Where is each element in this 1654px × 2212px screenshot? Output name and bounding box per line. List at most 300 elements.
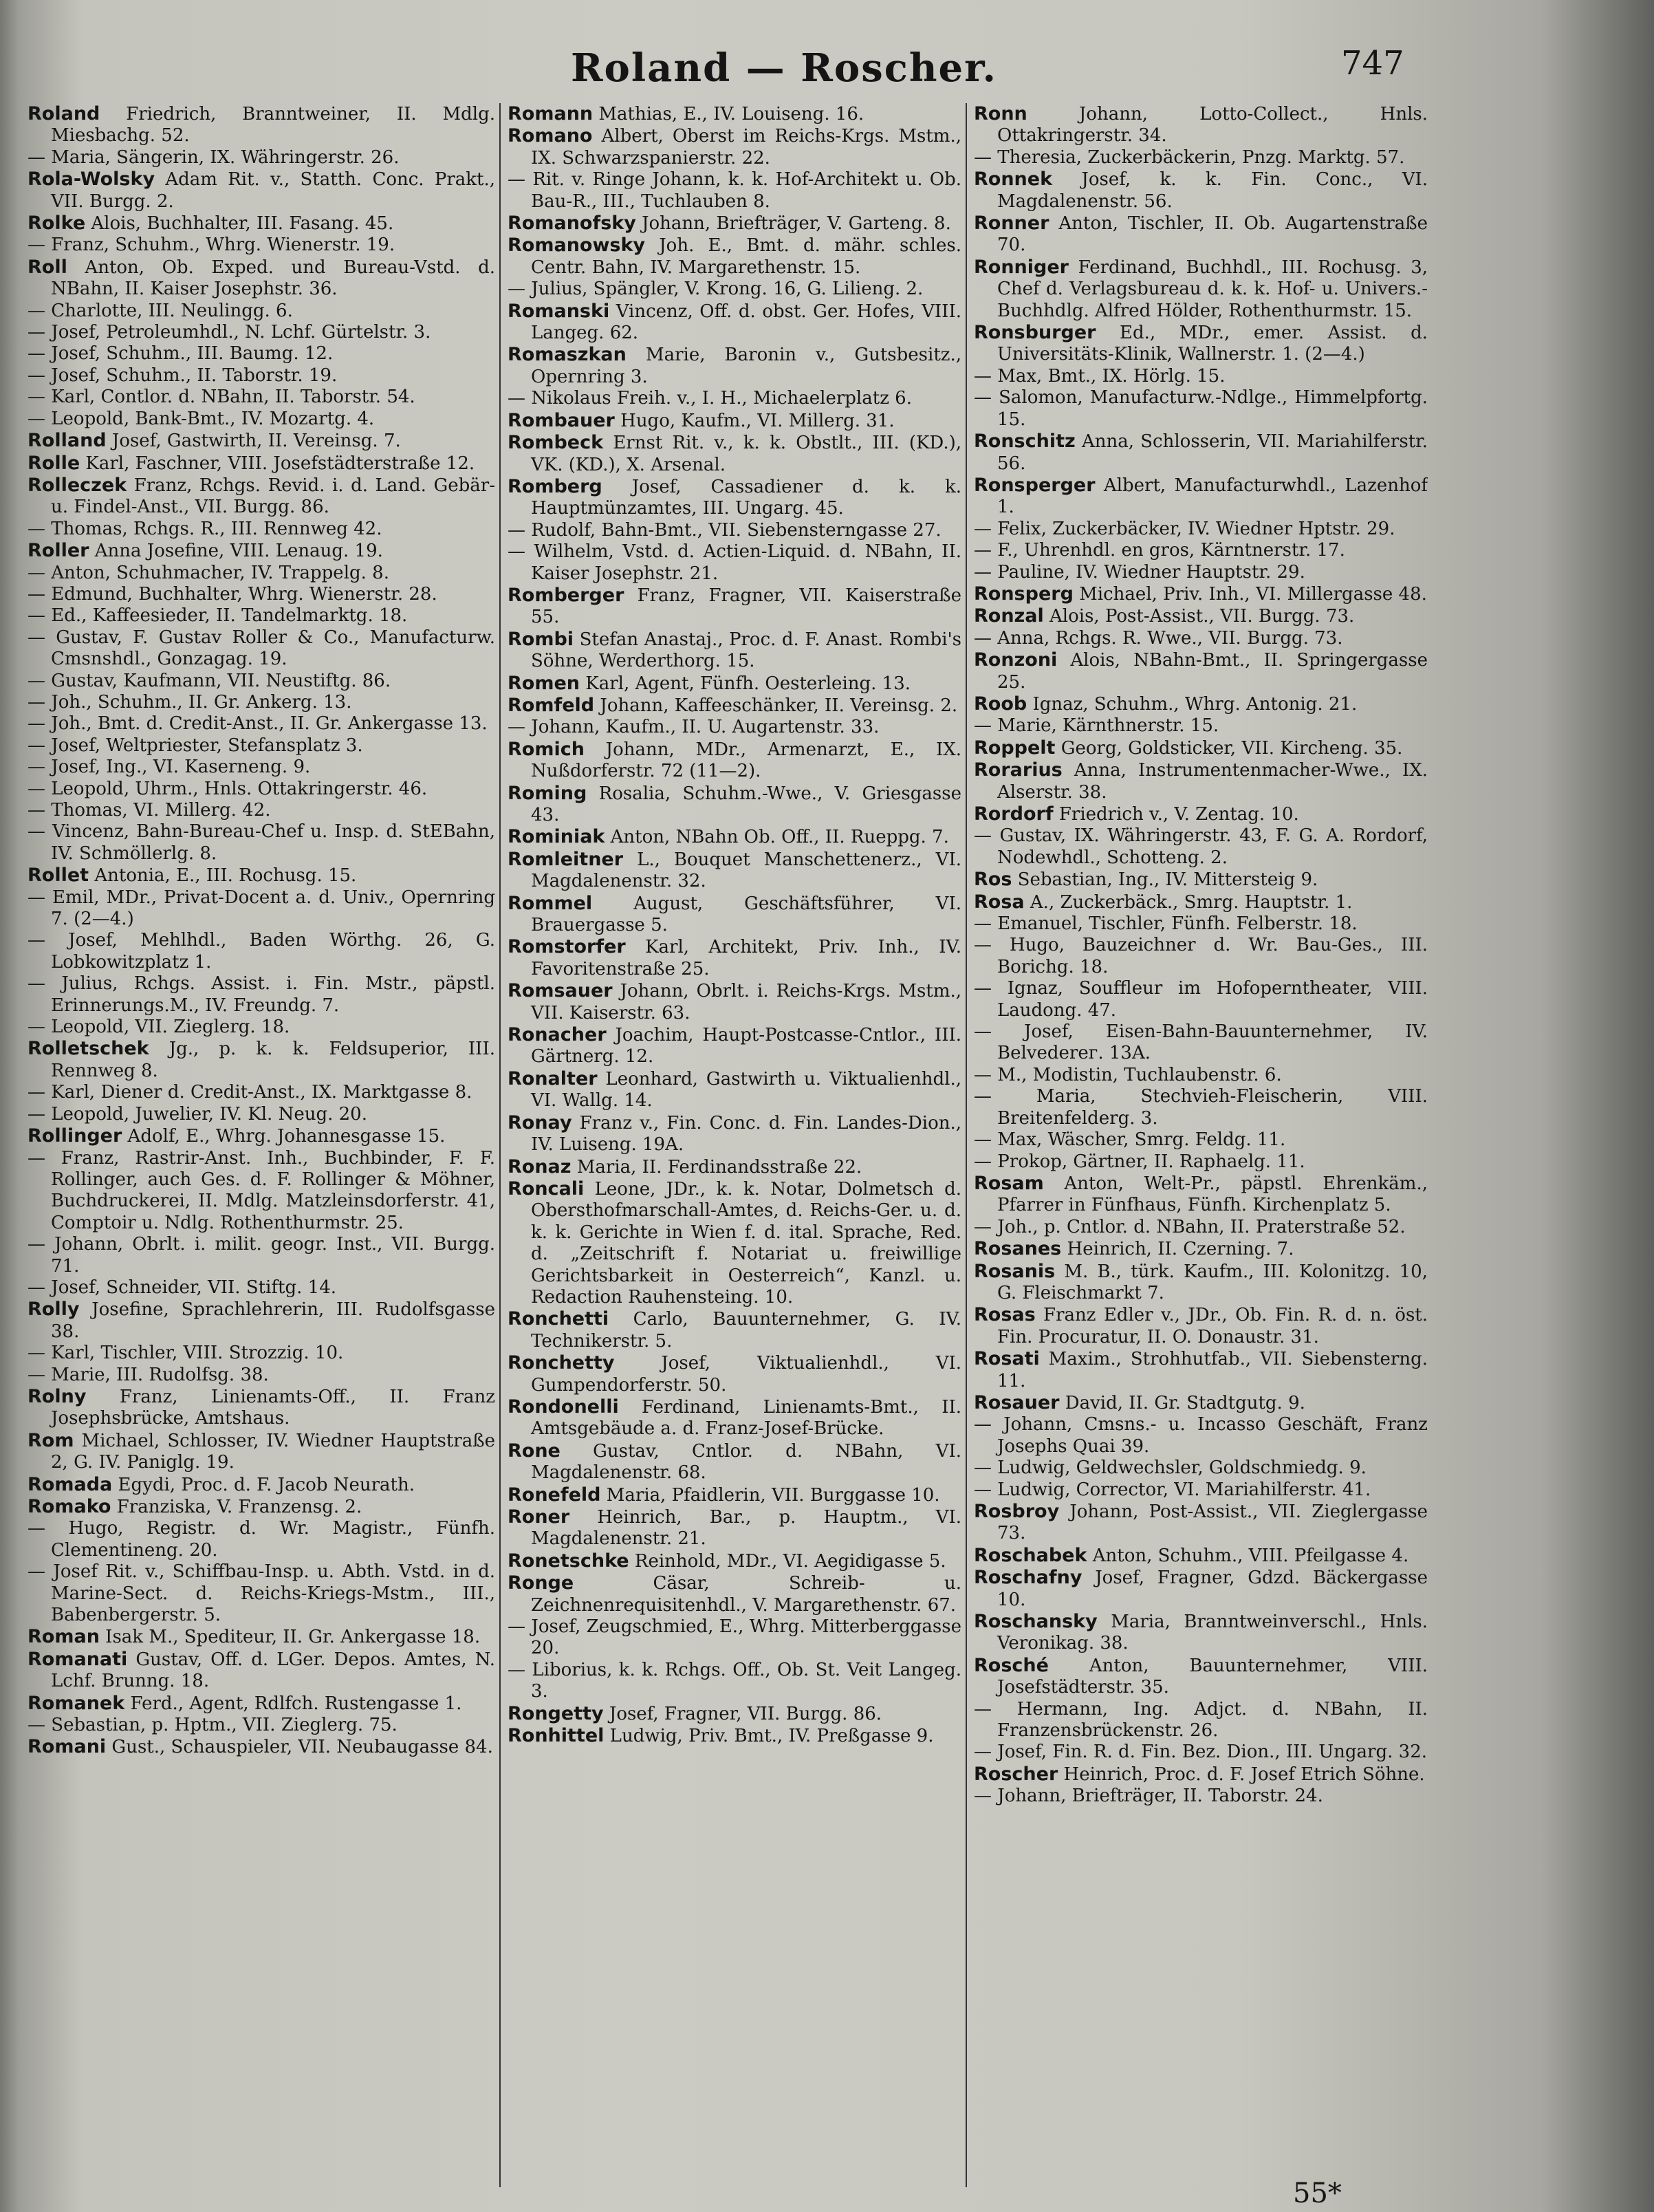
entry-details: Anna Josefine, VIII. Lenaug. 19.: [89, 541, 383, 562]
entry-details: — Ludwig, Corrector, VI. Mariahilferstr. 41.: [974, 1479, 1371, 1500]
directory-entry: [508, 1156, 961, 1178]
directory-entry: [508, 388, 961, 409]
entry-surname: Rosa: [974, 891, 1025, 913]
entry-surname: Romstorfer: [508, 936, 626, 958]
directory-entry: [974, 147, 1428, 169]
directory-entry: [974, 605, 1428, 627]
entry-details: — Sebastian, p. Hptm., VII. Zieglerg. 75.: [28, 1715, 398, 1736]
entry-surname: Romako: [28, 1496, 111, 1517]
entry-details: — Josef, Schneider, VII. Stiftg. 14.: [28, 1277, 337, 1298]
entry-details: — Joh., Bmt. d. Credit-Anst., II. Gr. Ankergasse 13.: [28, 713, 488, 735]
directory-entry: [28, 519, 495, 540]
entry-details: Joachim, Haupt-Postcasse-Cntlor., III. Gärtnerg. 12.: [531, 1025, 961, 1067]
entry-details: — Leopold, Uhrm., Hnls. Ottakringerstr. 46.: [28, 778, 428, 799]
entry-surname: Ronaz: [508, 1156, 572, 1178]
directory-entry: [974, 1217, 1428, 1238]
entry-details: Hugo, Kaufm., VI. Millerg. 31.: [614, 410, 895, 431]
directory-entry: [28, 1693, 495, 1715]
entry-details: — Thomas, Rchgs. R., III. Rennweg 42.: [28, 518, 382, 539]
entry-details: — M., Modistin, Tuchlaubenstr. 6.: [974, 1064, 1282, 1085]
directory-entry: [974, 825, 1428, 869]
directory-entry: [974, 257, 1428, 322]
directory-entry: [28, 1277, 495, 1299]
directory-entry: [508, 103, 961, 125]
directory-entry: [508, 213, 961, 235]
entry-surname: Ronalter: [508, 1067, 598, 1089]
directory-entry: [28, 169, 495, 213]
directory-entry: [508, 169, 961, 213]
directory-entry: [974, 891, 1428, 913]
directory-entry: [28, 1430, 495, 1474]
directory-entry: [974, 1173, 1428, 1217]
entry-surname: Romsauer: [508, 980, 613, 1002]
entry-details: — Pauline, IV. Wiedner Hauptstr. 29.: [974, 561, 1305, 583]
directory-entry: [28, 735, 495, 757]
entry-surname: Rosché: [974, 1654, 1049, 1676]
entry-details: Sebastian, Ing., IV. Mittersteig 9.: [1012, 869, 1318, 891]
directory-entry: [974, 1304, 1428, 1348]
entry-details: Josef, Cassadiener d. k. k. Hauptmünzamtes, III. Ungarg. 45.: [531, 476, 961, 519]
directory-entry: [28, 322, 495, 343]
entry-surname: Rombauer: [508, 409, 615, 431]
entry-surname: Romleitner: [508, 848, 624, 870]
entry-surname: Rosas: [974, 1304, 1036, 1326]
directory-entry: [974, 1261, 1428, 1305]
entry-details: — Max, Wäscher, Smrg. Feldg. 11.: [974, 1129, 1286, 1151]
directory-entry: [508, 520, 961, 541]
entry-details: — Felix, Zuckerbäcker, IV. Wiedner Hptstr. 29.: [974, 518, 1395, 539]
directory-entry: [508, 980, 961, 1024]
entry-details: M. B., türk. Kaufm., III. Kolonitzg. 10, G. Fleischmarkt 7.: [997, 1261, 1428, 1303]
entry-details: Ernst Rit. v., k. k. Obstlt., III. (KD.), VK. (KD.), X. Arsenal.: [531, 433, 961, 475]
directory-entry: [508, 235, 961, 279]
directory-entry: [28, 430, 495, 452]
entry-surname: Ronn: [974, 103, 1027, 124]
entry-surname: Rominiak: [508, 826, 605, 848]
directory-entry: [508, 739, 961, 783]
entry-surname: Romann: [508, 103, 594, 124]
directory-entry: [28, 1649, 495, 1693]
entry-details: Isak M., Spediteur, II. Gr. Ankergasse 18.: [99, 1627, 481, 1648]
entry-details: — Wilhelm, Vstd. d. Actien-Liquid. d. NBahn, II. Kaiser Josephstr. 21.: [508, 541, 961, 584]
directory-entry: [508, 1725, 961, 1747]
directory-entry: [28, 103, 495, 147]
directory-entry: [28, 409, 495, 430]
directory-entry: [508, 1484, 961, 1506]
entry-surname: Roncali: [508, 1178, 585, 1200]
entry-details: Karl, Faschner, VIII. Josefstädterstraße 12.: [80, 453, 475, 474]
entry-details: — F., Uhrenhdl. en gros, Kärntnerstr. 17.: [974, 540, 1345, 561]
entry-details: — Josef, Mehlhdl., Baden Wörthg. 26, G. Lobkowitzplatz 1.: [28, 930, 495, 973]
entry-surname: Romich: [508, 738, 585, 760]
directory-entry: [974, 1786, 1428, 1807]
directory-entry: [508, 1178, 961, 1308]
directory-entry: [28, 1736, 495, 1758]
entry-surname: Romanski: [508, 300, 610, 322]
directory-entry: [28, 605, 495, 627]
entry-details: Vincenz, Off. d. obst. Ger. Hofes, VIII. Langeg. 62.: [531, 301, 961, 344]
directory-entry: [508, 1112, 961, 1156]
entry-details: — Hugo, Bauzeichner d. Wr. Bau-Ges., III. Borichg. 18.: [974, 935, 1428, 977]
entry-details: Josef, Gastwirth, II. Vereinsg. 7.: [106, 431, 401, 452]
directory-entry: [508, 301, 961, 345]
directory-entry: [508, 673, 961, 695]
directory-entry: [508, 893, 961, 937]
entry-details: — Johann, Cmsns.- u. Incasso Geschäft, Franz Josephs Quai 39.: [974, 1414, 1428, 1457]
directory-entry: [28, 1125, 495, 1147]
entry-surname: Rongetty: [508, 1702, 604, 1724]
directory-entry: [28, 1715, 495, 1736]
entry-details: Adam Rit. v., Statth. Conc. Prakt., VII. Burgg. 2.: [51, 169, 495, 212]
entry-details: Anna, Schlosserin, VII. Mariahilferstr. 56.: [997, 431, 1428, 474]
entry-surname: Romfeld: [508, 694, 595, 716]
entry-details: — Josef Rit. v., Schiffbau-Insp. u. Abth. Vstd. in d. Marine-Sect. d. Reichs-Kriegs-Mstm., III., Babenbergerstr. 5.: [28, 1561, 495, 1626]
entry-details: Antonia, E., III. Rochusg. 15.: [89, 865, 357, 887]
entry-surname: Rosanes: [974, 1238, 1062, 1260]
directory-entry: [28, 213, 495, 235]
directory-entry: [974, 1501, 1428, 1545]
entry-details: Anna, Instrumentenmacher-Wwe., IX. Alserstr. 38.: [997, 760, 1428, 803]
entry-surname: Romaszkan: [508, 344, 627, 366]
directory-entry: [974, 1151, 1428, 1173]
directory-entry: [28, 1561, 495, 1626]
entry-details: Maxim., Strohhutfab., VII. Siebensterng. 11.: [997, 1349, 1428, 1391]
entry-surname: Roschafny: [974, 1567, 1082, 1589]
entry-surname: Ronefeld: [508, 1484, 601, 1506]
entry-surname: Ronzal: [974, 605, 1044, 627]
page-header: [0, 40, 1654, 102]
entry-details: Heinrich, Bar., p. Hauptm., VI. Magdalenenstr. 21.: [531, 1507, 961, 1550]
directory-entry: [28, 627, 495, 671]
entry-details: Maria, Pfaidlerin, VII. Burggasse 10.: [600, 1484, 940, 1506]
entry-surname: Romen: [508, 672, 580, 694]
entry-details: — Gustav, IX. Währingerstr. 43, F. G. A. Rordorf, Nodewhdl., Schotteng. 2.: [974, 825, 1428, 868]
entry-details: Heinrich, Proc. d. F. Josef Etrich Söhne.: [1058, 1764, 1425, 1785]
directory-entry: [508, 125, 961, 169]
directory-entry: [974, 1238, 1428, 1260]
entry-surname: Ronhittel: [508, 1725, 605, 1747]
directory-entry: [508, 849, 961, 893]
entry-details: Franziska, V. Franzensg. 2.: [111, 1497, 362, 1517]
directory-entry: [28, 800, 495, 821]
entry-surname: Rosati: [974, 1348, 1040, 1370]
directory-entry: [28, 1474, 495, 1496]
directory-entry: [508, 585, 961, 629]
entry-surname: Rolke: [28, 213, 86, 235]
directory-entry: [28, 453, 495, 475]
entry-details: — Theresia, Zuckerbäckerin, Pnzg. Marktg. 57.: [974, 147, 1405, 168]
entry-surname: Ronetschke: [508, 1550, 629, 1572]
entry-surname: Rollet: [28, 865, 89, 887]
entry-details: Georg, Goldsticker, VII. Kircheng. 35.: [1055, 737, 1403, 759]
entry-surname: Romanati: [28, 1648, 128, 1670]
entry-details: — Josef, Zeugschmied, E., Whrg. Mitterberggasse 20.: [508, 1616, 961, 1659]
entry-surname: Ronsperger: [974, 474, 1096, 496]
entry-surname: Rone: [508, 1440, 561, 1462]
entry-details: — Prokop, Gärtner, II. Raphaelg. 11.: [974, 1151, 1305, 1172]
directory-entry: [28, 584, 495, 605]
entry-surname: Roner: [508, 1506, 570, 1528]
entry-details: — Johann, Briefträger, II. Taborstr. 24.: [974, 1786, 1323, 1807]
entry-surname: Roll: [28, 256, 67, 278]
directory-entry: [508, 279, 961, 300]
directory-entry: [28, 1518, 495, 1561]
entry-details: — Josef, Weltpriester, Stefansplatz 3.: [28, 735, 363, 756]
directory-entry: [974, 693, 1428, 715]
directory-entry: [974, 1764, 1428, 1786]
directory-entry: [28, 1365, 495, 1386]
directory-entry: [28, 1343, 495, 1364]
entry-surname: Romanofsky: [508, 213, 636, 235]
entry-details: Maria, Branntweinverschl., Hnls. Veronikag. 38.: [997, 1612, 1428, 1654]
entry-details: — Rit. v. Ringe Johann, k. k. Hof-Architekt u. Ob. Bau-R., III., Tuchlauben 8.: [508, 169, 961, 212]
signature-mark: 55*: [1293, 2178, 1342, 2209]
directory-entry: [28, 821, 495, 865]
directory-entry: [28, 1386, 495, 1430]
directory-entry: [974, 1567, 1428, 1611]
entry-details: — Maria, Sängerin, IX. Währingerstr. 26.: [28, 147, 400, 168]
entry-details: Anton, NBahn Ob. Off., II. Rueppg. 7.: [605, 827, 949, 848]
column-middle: [508, 103, 961, 2194]
entry-surname: Roming: [508, 782, 587, 804]
entry-details: Karl, Agent, Fünfh. Oesterleing. 13.: [580, 673, 911, 694]
entry-details: Jg., p. k. k. Feldsuperior, III. Rennweg 8.: [51, 1039, 495, 1081]
directory-entry: [974, 737, 1428, 759]
directory-entry: [508, 1572, 961, 1616]
directory-entry: [974, 103, 1428, 147]
directory-entry: [508, 1024, 961, 1068]
directory-entry: [28, 1496, 495, 1518]
entry-surname: Ronge: [508, 1572, 574, 1594]
directory-entry: [974, 1611, 1428, 1655]
directory-entry: [974, 213, 1428, 257]
entry-surname: Ros: [974, 869, 1012, 891]
entry-details: Leonhard, Gastwirth u. Viktualienhdl., VI. Wallg. 14.: [531, 1068, 961, 1112]
directory-entry: [974, 628, 1428, 649]
entry-details: — Max, Bmt., IX. Hörlg. 15.: [974, 365, 1226, 387]
directory-entry: [28, 1082, 495, 1103]
directory-entry: [974, 759, 1428, 803]
entry-details: — Edmund, Buchhalter, Whrg. Wienerstr. 28.: [28, 583, 437, 605]
entry-details: — Nikolaus Freih. v., I. H., Michaelerplatz 6.: [508, 388, 912, 409]
entry-details: Johann, Kaffeeschänker, II. Vereinsg. 2.: [594, 695, 958, 716]
entry-details: Gustav, Cntlor. d. NBahn, VI. Magdalenenstr. 68.: [531, 1440, 961, 1484]
entry-surname: Romani: [28, 1736, 107, 1758]
entry-details: — Johann, Kaufm., II. U. Augartenstr. 33.: [508, 717, 880, 738]
entry-surname: Rolle: [28, 452, 80, 474]
directory-entry: [974, 1655, 1428, 1699]
entry-details: Michael, Schlosser, IV. Wiedner Hauptstraße 2, G. IV. Paniglg. 19.: [51, 1430, 495, 1473]
directory-entry: [508, 629, 961, 673]
directory-entry: [28, 343, 495, 365]
entry-surname: Roppelt: [974, 737, 1056, 759]
entry-surname: Rollinger: [28, 1125, 122, 1147]
directory-entry: [28, 865, 495, 887]
directory-entry: [974, 519, 1428, 540]
directory-entry: [508, 1703, 961, 1725]
directory-entry: [28, 257, 495, 301]
entry-surname: Rolny: [28, 1385, 87, 1407]
entry-surname: Rombi: [508, 628, 574, 650]
entry-details: — Thomas, VI. Millerg. 42.: [28, 800, 271, 821]
entry-details: — Salomon, Manufacturw.-Ndlge., Himmelpfortg. 15.: [974, 387, 1428, 430]
entry-details: — Liborius, k. k. Rchgs. Off., Ob. St. Veit Langeg. 3.: [508, 1659, 961, 1702]
entry-details: Johann, MDr., Armenarzt, E., IX. Nußdorferstr. 72 (11—2).: [531, 739, 961, 782]
entry-details: — Emanuel, Tischler, Fünfh. Felberstr. 18.: [974, 913, 1358, 935]
directory-entry: [508, 432, 961, 476]
entry-details: Egydi, Proc. d. F. Jacob Neurath.: [112, 1474, 415, 1495]
entry-surname: Romberger: [508, 584, 624, 606]
entry-details: Friedrich v., V. Zentag. 10.: [1053, 804, 1299, 825]
entry-details: Franz, Linienamts-Off., II. Franz Josephsbrücke, Amtshaus.: [51, 1386, 495, 1429]
directory-entry: [974, 475, 1428, 519]
entry-details: Albert, Oberst im Reichs-Krgs. Mstm., IX. Schwarzspanierstr. 22.: [531, 126, 961, 169]
entry-surname: Ronay: [508, 1112, 572, 1134]
entry-details: Gust., Schauspieler, VII. Neubaugasse 84.: [106, 1737, 493, 1758]
entry-details: — Josef, Fin. R. d. Fin. Bez. Dion., III. Ungarg. 32.: [974, 1742, 1428, 1763]
entry-details: — Hugo, Registr. d. Wr. Magistr., Fünfh. Clementineng. 20.: [28, 1518, 495, 1561]
entry-details: Anton, Schuhm., VIII. Pfeilgasse 4.: [1087, 1545, 1409, 1566]
directory-entry: [974, 1479, 1428, 1501]
entry-details: Carlo, Bauunternehmer, G. IV. Technikerstr. 5.: [531, 1309, 961, 1352]
directory-entry: [974, 1457, 1428, 1479]
entry-surname: Rosanis: [974, 1260, 1056, 1282]
entry-details: — Ed., Kaffeesieder, II. Tandelmarktg. 18.: [28, 605, 408, 627]
directory-entry: [974, 540, 1428, 561]
entry-details: — Joh., p. Cntlor. d. NBahn, II. Praterstraße 52.: [974, 1216, 1406, 1237]
entry-details: — Josef, Schuhm., II. Taborstr. 19.: [28, 365, 338, 386]
entry-details: — Ignaz, Souffleur im Hofoperntheater, VIII. Laudong. 47.: [974, 978, 1428, 1021]
entry-details: — Josef, Petroleumhdl., N. Lchf. Gürtelstr. 3.: [28, 322, 431, 343]
directory-entry: [508, 1308, 961, 1352]
entry-details: — Julius, Rchgs. Assist. i. Fin. Mstr., päpstl. Erinnerungs.M., IV. Freundg. 7.: [28, 973, 495, 1016]
entry-details: — Josef, Schuhm., III. Baumg. 12.: [28, 343, 334, 365]
directory-entry: [974, 366, 1428, 387]
entry-details: Franz v., Fin. Conc. d. Fin. Landes-Dion., IV. Luiseng. 19A.: [531, 1112, 961, 1156]
entry-details: — Franz, Schuhm., Whrg. Wienerstr. 19.: [28, 235, 395, 256]
directory-entry: [508, 936, 961, 980]
entry-details: — Charlotte, III. Neulingg. 6.: [28, 300, 293, 321]
entry-details: — Leopold, VII. Zieglerg. 18.: [28, 1017, 290, 1038]
column-divider: [499, 103, 501, 2187]
entry-surname: Romada: [28, 1473, 113, 1495]
directory-entry: [974, 1699, 1428, 1742]
entry-surname: Ronchetty: [508, 1352, 615, 1374]
entry-details: David, II. Gr. Stadtgutg. 9.: [1059, 1392, 1305, 1413]
entry-surname: Rolland: [28, 430, 107, 452]
directory-entry: [28, 365, 495, 387]
directory-entry: [28, 1148, 495, 1235]
entry-details: Ignaz, Schuhm., Whrg. Antonig. 21.: [1027, 693, 1358, 715]
entry-details: Joh. E., Bmt. d. mähr. schles. Centr. Bahn, IV. Margarethenstr. 15.: [531, 235, 961, 278]
directory-entry: [974, 1545, 1428, 1567]
directory-entry: [28, 973, 495, 1017]
directory-entry: [974, 869, 1428, 891]
directory-entry: [28, 757, 495, 778]
directory-entry: [974, 913, 1428, 935]
entry-details: — Anton, Schuhmacher, IV. Trappelg. 8.: [28, 562, 389, 583]
entry-surname: Ronsperg: [974, 583, 1074, 605]
directory-entry: [28, 301, 495, 322]
directory-entry: [974, 387, 1428, 431]
entry-details: — Marie, Kärnthnerstr. 15.: [974, 715, 1219, 737]
directory-entry: [974, 431, 1428, 475]
entry-details: Marie, Baronin v., Gutsbesitz., Opernring 3.: [531, 345, 961, 387]
entry-details: Anton, Ob. Exped. und Bureau-Vstd. d. NBahn, II. Kaiser Josephstr. 36.: [51, 257, 495, 300]
entry-surname: Roller: [28, 540, 89, 562]
directory-entry: [508, 826, 961, 848]
entry-details: Johann, Post-Assist., VII. Zieglergasse 73.: [997, 1501, 1428, 1544]
entry-details: — Julius, Spängler, V. Krong. 16, G. Lilieng. 2.: [508, 279, 924, 300]
entry-surname: Romanowsky: [508, 235, 646, 257]
entry-details: Josef, Fragner, Gdzd. Bäckergasse 10.: [997, 1568, 1428, 1610]
directory-entry: [508, 1396, 961, 1440]
directory-entry: [508, 1550, 961, 1572]
entry-surname: Roscher: [974, 1763, 1058, 1785]
entry-details: Anton, Tischler, II. Ob. Augartenstraße 70.: [997, 213, 1428, 256]
entry-surname: Rom: [28, 1429, 74, 1451]
entry-surname: Rolly: [28, 1299, 80, 1321]
entry-details: Alois, Buchhalter, III. Fasang. 45.: [85, 213, 394, 235]
entry-details: Friedrich, Branntweiner, II. Mdlg. Miesbachg. 52.: [51, 104, 495, 147]
directory-entry: [28, 713, 495, 735]
entry-surname: Rosam: [974, 1172, 1044, 1194]
entry-surname: Roob: [974, 693, 1027, 715]
directory-entry: [974, 1348, 1428, 1392]
entry-surname: Roschabek: [974, 1544, 1087, 1566]
directory-entry: [28, 475, 495, 519]
entry-details: — Emil, MDr., Privat-Docent a. d. Univ., Opernring 7. (2—4.): [28, 887, 495, 930]
entry-details: — Marie, III. Rudolfsg. 38.: [28, 1364, 269, 1385]
entry-details: Johann, Obrlt. i. Reichs-Krgs. Mstm., VII. Kaiserstr. 63.: [531, 981, 961, 1023]
entry-details: — Anna, Rchgs. R. Wwe., VII. Burgg. 73.: [974, 627, 1343, 649]
directory-entry: [508, 541, 961, 585]
directory-entry: [974, 715, 1428, 737]
directory-entry: [508, 717, 961, 738]
directory-entry: [28, 563, 495, 584]
directory-entry: [508, 783, 961, 827]
directory-entry: [28, 387, 495, 408]
entry-details: — Gustav, F. Gustav Roller & Co., Manufacturw. Cmsnshdl., Gonzagag. 19.: [28, 627, 495, 670]
entry-details: — Maria, Stechvieh-Fleischerin, VIII. Breitenfelderg. 3.: [974, 1086, 1428, 1129]
entry-surname: Rondonelli: [508, 1396, 619, 1418]
directory-entry: [974, 562, 1428, 583]
directory-entry: [28, 1234, 495, 1277]
directory-entry: [28, 235, 495, 256]
entry-details: — Vincenz, Bahn-Bureau-Chef u. Insp. d. StEBahn, IV. Schmöllerlg. 8.: [28, 821, 495, 864]
entry-details: — Josef, Ing., VI. Kaserneng. 9.: [28, 757, 311, 778]
entry-details: Michael, Priv. Inh., VI. Millergasse 48.: [1073, 583, 1427, 605]
entry-details: Johann, Briefträger, V. Garteng. 8.: [635, 213, 951, 235]
entry-details: Reinhold, MDr., VI. Aegidigasse 5.: [629, 1550, 946, 1572]
entry-surname: Roman: [28, 1626, 100, 1648]
entry-details: Ludwig, Priv. Bmt., IV. Preßgasse 9.: [604, 1726, 934, 1747]
directory-entry: [508, 1352, 961, 1396]
entry-details: Adolf, E., Whrg. Johannesgasse 15.: [122, 1126, 446, 1147]
entry-surname: Ronacher: [508, 1024, 607, 1046]
entry-surname: Roschansky: [974, 1611, 1098, 1633]
entry-details: Anton, Bauunternehmer, VIII. Josefstädterstr. 35.: [997, 1655, 1428, 1698]
entry-details: — Rudolf, Bahn-Bmt., VII. Siebensterngasse 27.: [508, 519, 942, 541]
entry-details: Mathias, E., IV. Louiseng. 16.: [593, 104, 864, 124]
entry-details: Rosalia, Schuhm.-Wwe., V. Griesgasse 43.: [531, 783, 961, 825]
entry-details: — Karl, Diener d. Credit-Anst., IX. Marktgasse 8.: [28, 1082, 472, 1103]
entry-details: Josef, Viktualienhdl., VI. Gumpendorferstr. 50.: [531, 1353, 961, 1396]
entry-details: Alois, NBahn-Bmt., II. Springergasse 25.: [997, 650, 1428, 693]
directory-entry: [28, 540, 495, 562]
entry-surname: Rolleczek: [28, 474, 127, 496]
entry-details: Ferdinand, Buchhdl., III. Rochusg. 3, Chef d. Verlagsbureau d. k. k. Hof- u. Univers.-Buchhdlg. Alfred Hölder, Rothenthurmstr. 15.: [997, 257, 1428, 321]
